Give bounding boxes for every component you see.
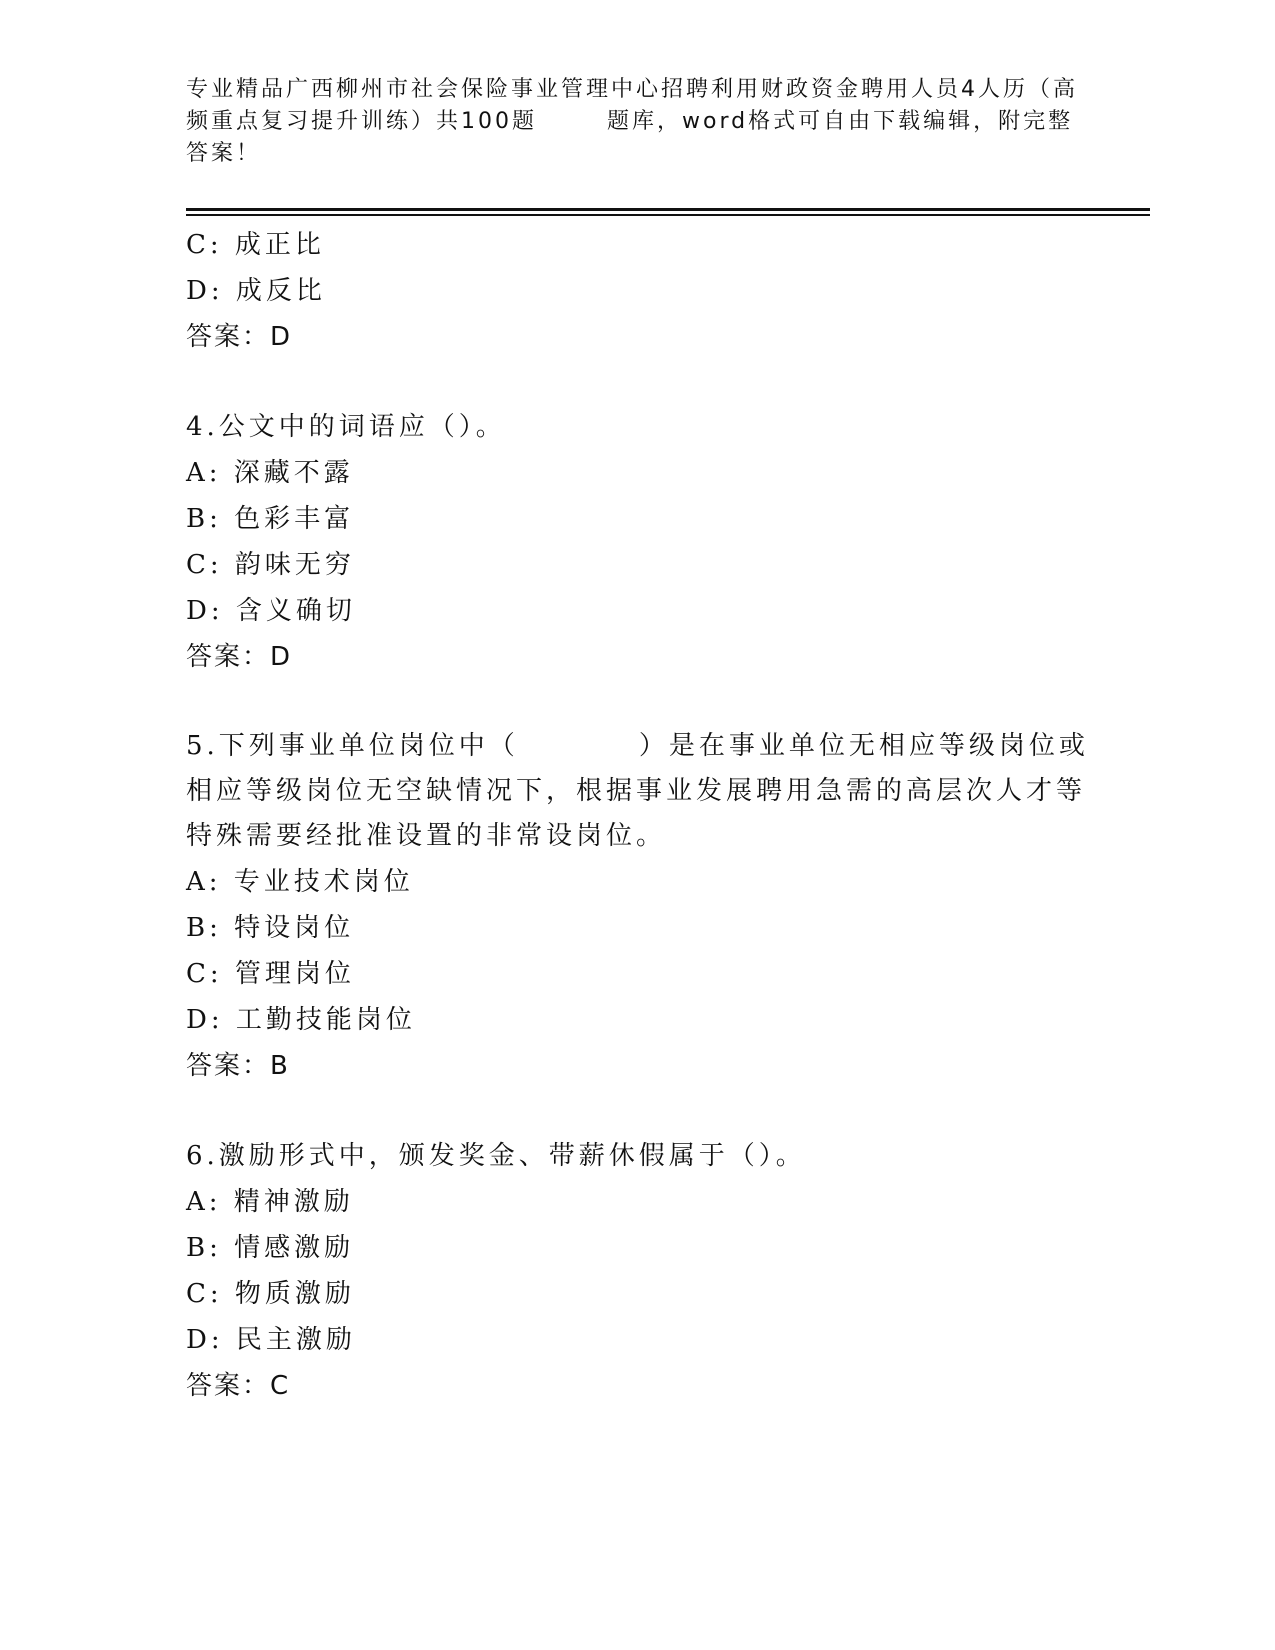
header-divider-top — [186, 208, 1150, 211]
q5-stem-part-1: 5.下列事业单位岗位中（ — [186, 731, 519, 761]
q6-answer: 答案：C — [186, 1371, 291, 1401]
q5-option-c: C: 管理岗位 — [186, 959, 355, 989]
q5-answer: 答案：B — [186, 1051, 290, 1081]
q4-answer: 答案：D — [186, 642, 293, 672]
q4-option-d: D: 含义确切 — [186, 596, 356, 626]
header-line-3: 答案！ — [186, 141, 262, 166]
question-6 — [186, 1133, 1086, 1409]
q3-option-c: C: 成正比 — [186, 230, 325, 260]
header-line-2-start: 频重点复习提升训练）共100题 — [186, 109, 537, 134]
header-line-2 — [186, 106, 1086, 138]
q6-option-c: C: 物质激励 — [186, 1279, 355, 1309]
q5-option-b: B: 特设岗位 — [186, 913, 355, 943]
question-3 — [186, 222, 1086, 360]
q5-stem-line-2: 相应等级岗位无空缺情况下，根据事业发展聘用急需的高层次人才等 — [186, 776, 1087, 806]
question-list — [186, 222, 1089, 1409]
q5-stem-line-1 — [186, 724, 1089, 769]
q3-answer: 答案：D — [186, 322, 293, 352]
header-divider-bottom — [186, 214, 1150, 216]
question-5 — [186, 724, 1089, 1089]
q5-stem-part-2: ）是在事业单位无相应等级岗位或 — [638, 731, 1089, 761]
q3-option-d: D: 成反比 — [186, 276, 326, 306]
q6-stem: 6.激励形式中，颁发奖金、带薪休假属于（）。 — [186, 1141, 806, 1171]
q4-option-c: C: 韵味无穷 — [186, 550, 355, 580]
q4-stem: 4.公文中的词语应（）。 — [186, 412, 506, 442]
q4-option-b: B: 色彩丰富 — [186, 504, 355, 534]
q4-option-a: A: 深藏不露 — [186, 458, 354, 488]
header-line-2-end: 题库，word格式可自由下载编辑，附完整 — [607, 109, 1074, 134]
q6-option-d: D: 民主激励 — [186, 1325, 356, 1355]
q5-option-d: D: 工勤技能岗位 — [186, 1005, 416, 1035]
header-line-1: 专业精品广西柳州市社会保险事业管理中心招聘利用财政资金聘用人员4人历（高 — [186, 77, 1078, 102]
q5-option-a: A: 专业技术岗位 — [186, 867, 414, 897]
q5-stem-line-3: 特殊需要经批准设置的非常设岗位。 — [186, 821, 667, 851]
question-4 — [186, 404, 1086, 680]
q6-option-a: A: 精神激励 — [186, 1187, 354, 1217]
q6-option-b: B: 情感激励 — [186, 1233, 355, 1263]
document-header — [186, 74, 1086, 170]
